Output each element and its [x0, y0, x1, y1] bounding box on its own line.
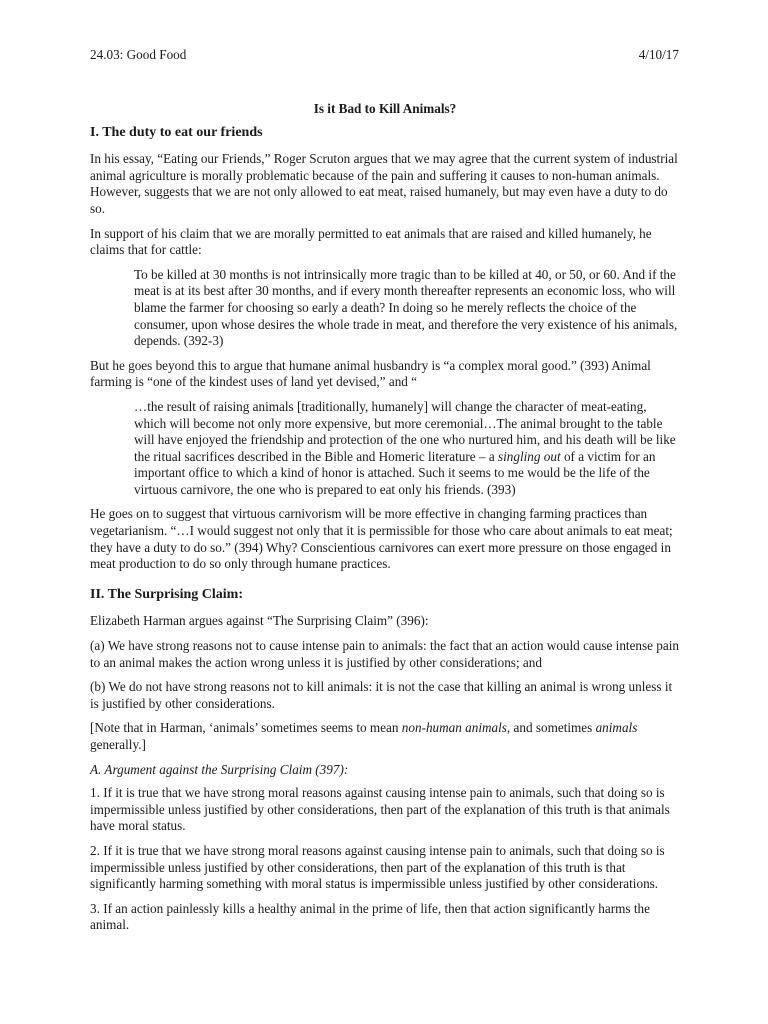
claim-a: (a) We have strong reasons not to cause intense pain to animals: the fact that an action would cause intense pain to an animal makes the action wrong unless it is justified by other considerations; and: [90, 638, 680, 670]
section-heading-1: I. The duty to eat our friends: [90, 124, 263, 140]
paragraph: He goes on to suggest that virtuous carnivorism will be more effective in changing farming practices than vegetarianism. “…I would suggest not only that it is permissible for those who care about animals to eat meat; they have a duty to do so.” (394) Why? Conscientious carnivores can exert more pressure on those engaged in meat production to do so only through humane practices.: [90, 506, 673, 572]
page-header: [90, 47, 679, 65]
argument-premise-3: 3. If an action painlessly kills a healthy animal in the prime of life, then that action significantly harms the animal.: [90, 900, 650, 933]
date-label: 4/10/17: [638, 47, 679, 62]
document-body: [90, 101, 680, 942]
note: [90, 720, 680, 753]
quote-emphasis: singling out: [497, 448, 561, 464]
argument-premise-2: 2. If it is true that we have strong moral reasons against causing intense pain to animals, such that doing so is impermissible unless justified by other considerations, then part of the explanation of this truth is that significantly harming something with moral status is impermissible unless justified by other considerations.: [90, 842, 665, 892]
document-title: Is it Bad to Kill Animals?: [313, 101, 457, 116]
paragraph: But he goes beyond this to argue that humane animal husbandry is “a complex moral good.” (393) Animal farming is “one of the kindest uses of land yet devised,” and “: [90, 357, 651, 390]
note-emphasis: animals: [595, 720, 638, 736]
subsection-heading: A. Argument against the Surprising Claim (397):: [90, 761, 349, 777]
paragraph: In his essay, “Eating our Friends,” Roger Scruton argues that we may agree that the current system of industrial animal agriculture is morally problematic because of the pain and suffering it causes to non-human animals. However, suggests that we are not only allowed to eat meat, raised humanely, but may even have a duty to do so.: [90, 151, 678, 216]
section-heading-2: II. The Surprising Claim:: [90, 586, 243, 602]
note-text: generally.]: [90, 737, 146, 752]
note-text: [Note that in Harman, ‘animals’ sometimes seems to mean: [90, 720, 402, 736]
quote-text: …the result of raising animals [traditionally, humanely] will change the character of meat-eating, which will become not only more expensive, but more ceremonial…The animal brought to the table will have enjoyed the friendship and protection of the one who nurtured him, and his death will be like the ritual sacrifices described in the Bible and Homeric literature – a: [134, 398, 676, 464]
argument-premise-1: 1. If it is true that we have strong moral reasons against causing intense pain to animals, such that doing so is impermissible unless justified by other considerations, then part of the explanation of this truth is that animals have moral status.: [90, 785, 670, 834]
paragraph: Elizabeth Harman argues against “The Surprising Claim” (396):: [90, 613, 429, 629]
course-label: 24.03: Good Food: [90, 47, 187, 62]
quote-text: of a victim for an important office to which a kind of honor is attached. Such it seems to me would be the life of the virtuous carnivore, the one who is prepared to eat only his friends. (393): [134, 448, 656, 497]
note-text: , and sometimes: [506, 720, 596, 736]
claim-b: (b) We do not have strong reasons not to kill animals: it is not the case that killing an animal is wrong unless it is justified by other considerations.: [90, 679, 673, 711]
note-emphasis: non-human animals: [401, 720, 507, 736]
block-quote: To be killed at 30 months is not intrinsically more tragic than to be killed at 40, or 50, or 60. And if the meat is at its best after 30 months, and if every month thereafter represents an economic loss, who will blame the farmer for choosing so early a death? In doing so he merely reflects the choice of the consumer, upon whose desires the whole trade in meat, and therefore the very existence of his animals, depends. (392-3): [134, 266, 678, 349]
block-quote: [134, 399, 680, 499]
paragraph: In support of his claim that we are morally permitted to eat animals that are raised and killed humanely, he claims that for cattle:: [90, 225, 652, 258]
